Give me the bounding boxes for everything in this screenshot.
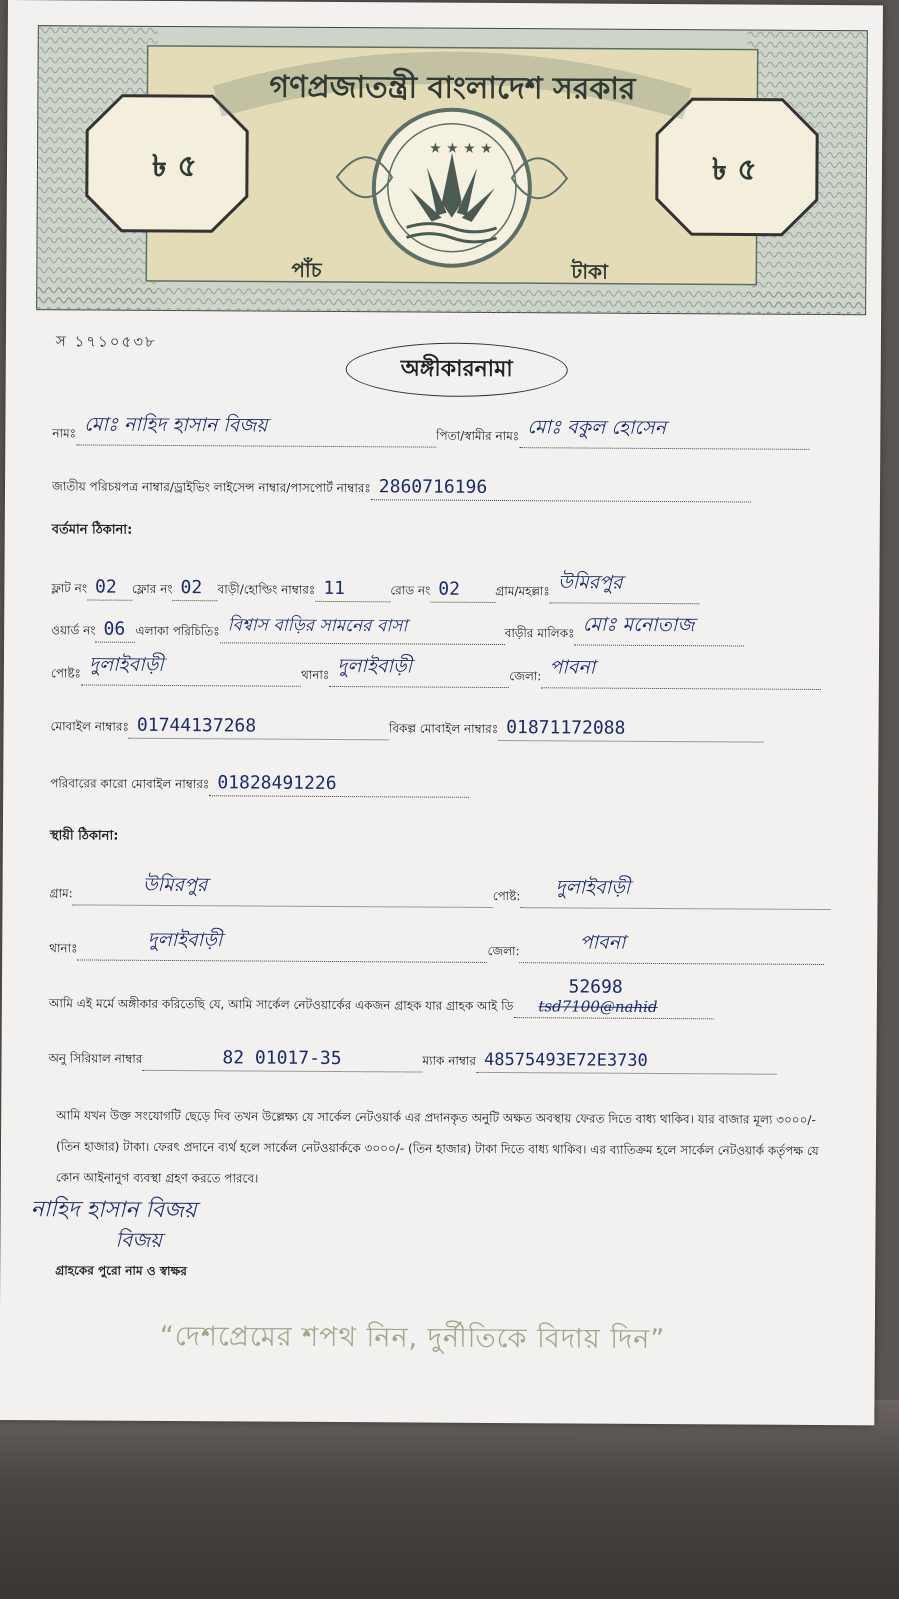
house-value[interactable]: 11 [323,577,346,600]
svg-text:★ ★ ★ ★: ★ ★ ★ ★ [429,140,493,157]
stamp-serial: স ১৭১০৫৩৮ [55,332,157,351]
stamp-currency-word: টাকা [571,259,608,284]
name-row: নামঃ মোঃ নাহিদ হাসান বিজয় পিতা/স্বামীর নামঃ মোঃ বকুল হোসেন [52,425,842,450]
perm-village-value[interactable]: উমিরপুর [142,873,208,897]
road-value[interactable]: 02 [438,578,461,600]
mobile-row: মোবাইল নাম্বারঃ 01744137268 বিকল্প মোবাইল নাম্বারঃ 01871172088 [50,718,840,743]
customer-id-new[interactable]: 52698 [568,976,623,998]
onu-value[interactable]: 82 01017-35 [222,1047,342,1070]
nid-row: জাতীয় পরিচয়পত্র নাম্বার/ড্রাইভিং লাইসেন্স নাম্বার/পাসপোর্ট নাম্বারঃ 2860716196 [52,478,842,503]
ward-row: ওয়ার্ড নং 06 এলাকা পরিচিতিঃ বিশ্বাস বাড়ির সামনের বাসা বাড়ীর মালিকঃ মোঃ মনোতাজ [51,622,841,647]
signature-short: বিজয় [115,1227,163,1252]
perm-village-row: গ্রাম: উমিরপুর পোষ্ট: দুলাইবাড়ী [49,885,839,910]
owner-value[interactable]: মোঃ মনোতাজ [582,613,695,637]
family-mobile-value[interactable]: 01828491226 [217,772,337,795]
perm-thana-value[interactable]: দুলাইবাড়ী [147,928,223,952]
stamp-denomination-left: ৳ ৫ [151,148,197,185]
signature-label: গ্রাহকের পুরো নাম ও স্বাক্ষর [55,1263,187,1279]
customer-id-row: আমি এই মর্মে অঙ্গীকার করিতেছি যে, আমি সার্কেল নেটওয়ার্কের একজন গ্রাহক যার গ্রাহক আই ডি 52698 tsd7100@nahid [49,995,839,1020]
stamp-government-title: গণপ্রজাতন্ত্রী বাংলাদেশ সরকার [269,69,636,107]
village-value[interactable]: উমিরপুর [557,571,623,594]
stamp-header [36,25,868,315]
slogan: “দেশপ্রেমের শপথ নিন, দুর্নীতিকে বিদায় দিন” [159,1320,666,1356]
mac-value[interactable]: 48575493E72E3730 [483,1049,648,1071]
area-value[interactable]: বিশ্বাস বাড়ির সামনের বাসা [227,615,408,637]
ward-value[interactable]: 06 [103,618,126,640]
flat-row: ফ্লাট নং 02 ফ্লোর নং 02 বাড়ী/হোল্ডিং নাম্বারঃ 11 রোড নং 02 গ্রাম/মহল্লাঃ উমিরপুর [51,580,841,605]
nid-value[interactable]: 2860716196 [378,476,488,498]
father-value[interactable]: মোঃ বকুল হোসেন [527,416,667,440]
family-mobile-row: পরিবারের কারো মোবাইল নাম্বারঃ 01828491226 [50,775,840,800]
mobile-value[interactable]: 01744137268 [136,714,257,737]
present-address-heading: বর্তমান ঠিকানা: [51,522,133,538]
customer-id-struck: tsd7100@nahid [538,997,658,1016]
flat-value[interactable]: 02 [94,576,117,598]
district-value[interactable]: পাবনা [549,656,596,679]
post-row: পোষ্টঃ দুলাইবাড়ী থানাঃ দুলাইবাড়ী জেলা: পাবনা [51,665,841,690]
perm-post-value[interactable]: দুলাইবাড়ী [555,876,631,899]
stamp-denomination-right: ৳ ৫ [711,152,757,188]
onu-row: অনু সিরিয়াল নাম্বার 82 01017-35 ম্যাক নাম্বার 48575493E72E3730 [48,1050,838,1075]
thana-value[interactable]: দুলাইবাড়ী [337,655,413,678]
alt-mobile-value[interactable]: 01871172088 [506,717,626,739]
post-value[interactable]: দুলাইবাড়ী [88,653,164,676]
background-floor [0,1400,899,1599]
perm-thana-row: থানাঃ দুলাইবাড়ী জেলা: পাবনা [49,940,839,965]
stamp-amount-word: পাঁচ [291,257,322,282]
perm-district-value[interactable]: পাবনা [579,931,626,954]
signature-name: নাহিদ হাসান বিজয় [30,1197,197,1224]
floor-value[interactable]: 02 [180,577,203,599]
form-title: অঙ্গীকারনামা [346,342,568,397]
permanent-address-heading: স্থায়ী ঠিকানা: [49,828,119,844]
name-value[interactable]: মোঃ নাহিদ হাসান বিজয় [84,413,268,437]
agreement-paragraph: আমি যখন উক্ত সংযোগটি ছেড়ে দিব তখন উল্লেক্ষ্য যে সার্কেল নেটওয়ার্ক এর প্রদানকৃত অনুটি অক্ষত অবস্থায় ফেরত দিতে বাধ্য থাকিব। যার বাজার মূল্য ৩০০০/- (তিন হাজার) টাকা। ফেরৎ প্রদানে ব্যর্থ হলে সার্কেল নেটওয়ার্ককে ৩০০০/- (তিন হাজার) টাকা দিতে বাধ্য থাকিব। এর ব্যাতিক্রম হলে সার্কেল নেটওয়ার্ক কর্তৃপক্ষ যে কোন আইনানুগ ব্যবস্থা গ্রহণ করতে পারবে। [55,1108,819,1186]
